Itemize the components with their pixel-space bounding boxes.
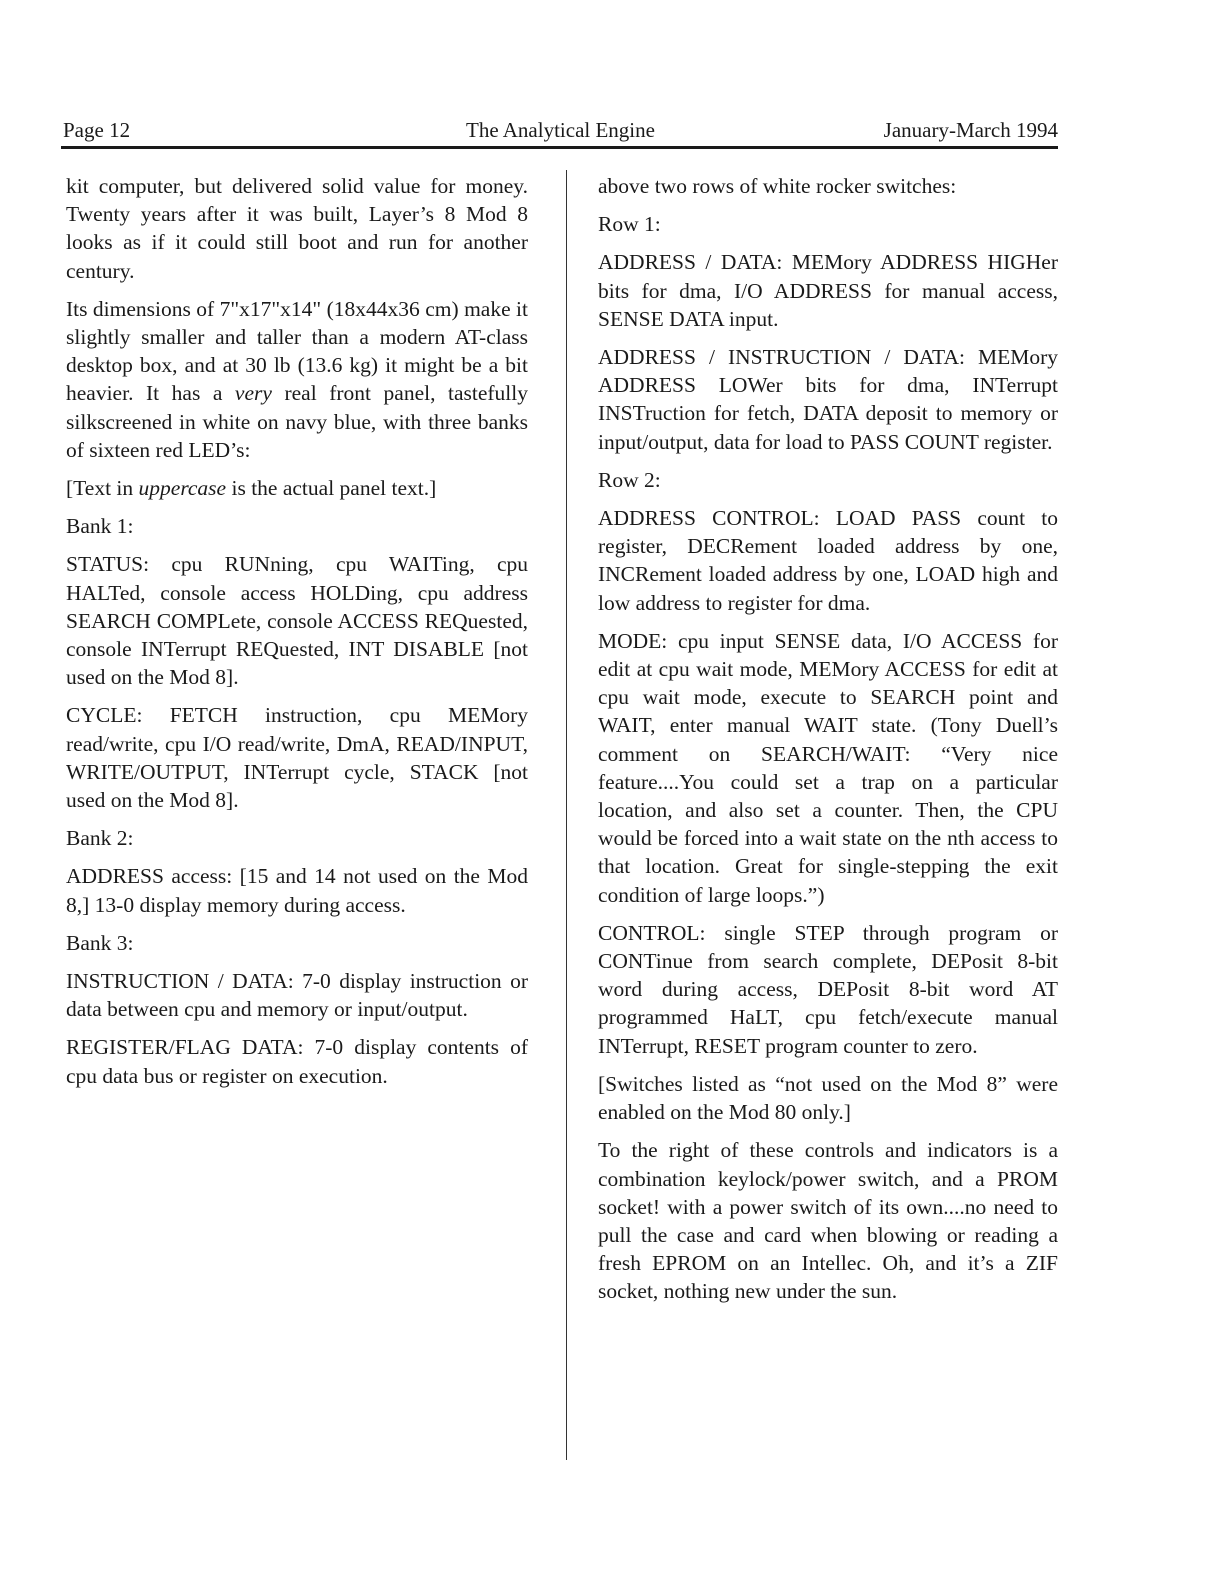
paragraph-instruction-data: INSTRUCTION / DATA: 7-0 display instruction or data between cpu and memory or input/output.: [66, 969, 528, 1022]
left-column: [66, 172, 528, 1100]
dimensions-text-end: real front panel, tastefully silkscreened in white on navy blue, with three banks of sixteen red LED’s:: [66, 381, 528, 462]
paragraph-address-data: ADDRESS / DATA: MEMory ADDRESS HIGHer bits for dma, I/O ADDRESS for manual access, SENSE DATA input.: [598, 250, 1058, 331]
note-text-end: is the actual panel text.]: [226, 476, 437, 501]
issue-date: January-March 1994: [883, 118, 1058, 142]
right-column: [598, 172, 1058, 1316]
page-number: Page 12: [63, 118, 131, 142]
note-text-start: [Text in: [66, 476, 139, 501]
bank1-label: Bank 1:: [66, 514, 134, 539]
dimensions-emphasis: very: [234, 381, 272, 406]
paragraph-control: CONTROL: single STEP through program or CONTinue from search complete, DEPosit 8-bit word during access, DEPosit 8-bit word AT programmed HaLT, cpu fetch/execute manual INTerrupt, RESET program counter to zero.: [598, 920, 1058, 1058]
note-emphasis: uppercase: [138, 476, 227, 501]
paragraph-address-instruction-data: ADDRESS / INSTRUCTION / DATA: MEMory ADDRESS LOWer bits for dma, INTerrupt INSTruction for fetch, DATA deposit to memory or input/output, data for load to PASS COUNT register.: [598, 345, 1058, 454]
header-rule: [61, 146, 1058, 149]
paragraph-kit-computer: kit computer, but delivered solid value for money. Twenty years after it was built, Layer’s 8 Mod 8 looks as if it could still boot and run for another century.: [66, 174, 528, 283]
column-divider: [566, 170, 567, 1460]
row1-label: Row 1:: [598, 212, 661, 237]
paragraph-closing: To the right of these controls and indicators is a combination keylock/power switch, and a PROM socket! with a power switch of its own....no need to pull the case and card when blowing or reading a fresh EPROM on an Intellec. Oh, and it’s a ZIF socket, nothing new under the sun.: [598, 1138, 1058, 1304]
paragraph-cycle: CYCLE: FETCH instruction, cpu MEMory read/write, cpu I/O read/write, DmA, READ/INPUT, WRITE/OUTPUT, INTerrupt cycle, STACK [not used on the Mod 8].: [66, 703, 528, 813]
paragraph-status: STATUS: cpu RUNning, cpu WAITing, cpu HALTed, console access HOLDing, cpu address SEARCH COMPLete, console ACCESS REQuested, console INTerrupt REQuested, INT DISABLE [not used on the Mod 8].: [66, 552, 528, 690]
page-header: [63, 114, 1058, 146]
paragraph-address-access: ADDRESS access: [15 and 14 not used on the Mod 8,] 13-0 display memory during access.: [66, 864, 528, 917]
row2-label: Row 2:: [598, 467, 661, 492]
bank2-label: Bank 2:: [66, 826, 134, 851]
bank3-label: Bank 3:: [66, 930, 134, 955]
paragraph-register-flag: REGISTER/FLAG DATA: 7-0 display contents of cpu data bus or register on execution.: [66, 1035, 528, 1088]
paragraph-uppercase-note: [66, 474, 528, 502]
dimensions-text-start: Its dimensions of 7"x17"x14" (18x44x36 cm) make it slightly smaller and taller than a modern AT-class desktop box, and at 30 lb (13.6 kg) it might be a bit heavier. It has a: [66, 296, 528, 406]
paragraph-address-control: ADDRESS CONTROL: LOAD PASS count to register, DECRement loaded address by one, INCRement loaded address by one, LOAD high and low address to register for dma.: [598, 506, 1058, 615]
paragraph-switches-note: [Switches listed as “not used on the Mod 8” were enabled on the Mod 80 only.]: [598, 1071, 1058, 1125]
paragraph-rocker-intro: above two rows of white rocker switches:: [598, 174, 957, 198]
paragraph-dimensions: [66, 295, 528, 464]
paragraph-mode: MODE: cpu input SENSE data, I/O ACCESS for edit at cpu wait mode, MEMory ACCESS for edit at cpu wait mode, execute to SEARCH point and WAIT, enter manual WAIT state. (Tony Duell’s comment on SEARCH/WAIT: “Very nice feature....You could set a trap on a particular location, and also set a counter. Then, the CPU would be forced into a wait state on the nth access to that location. Great for single-stepping the exit condition of large loops.”): [598, 628, 1058, 907]
publication-title: The Analytical Engine: [466, 118, 655, 142]
